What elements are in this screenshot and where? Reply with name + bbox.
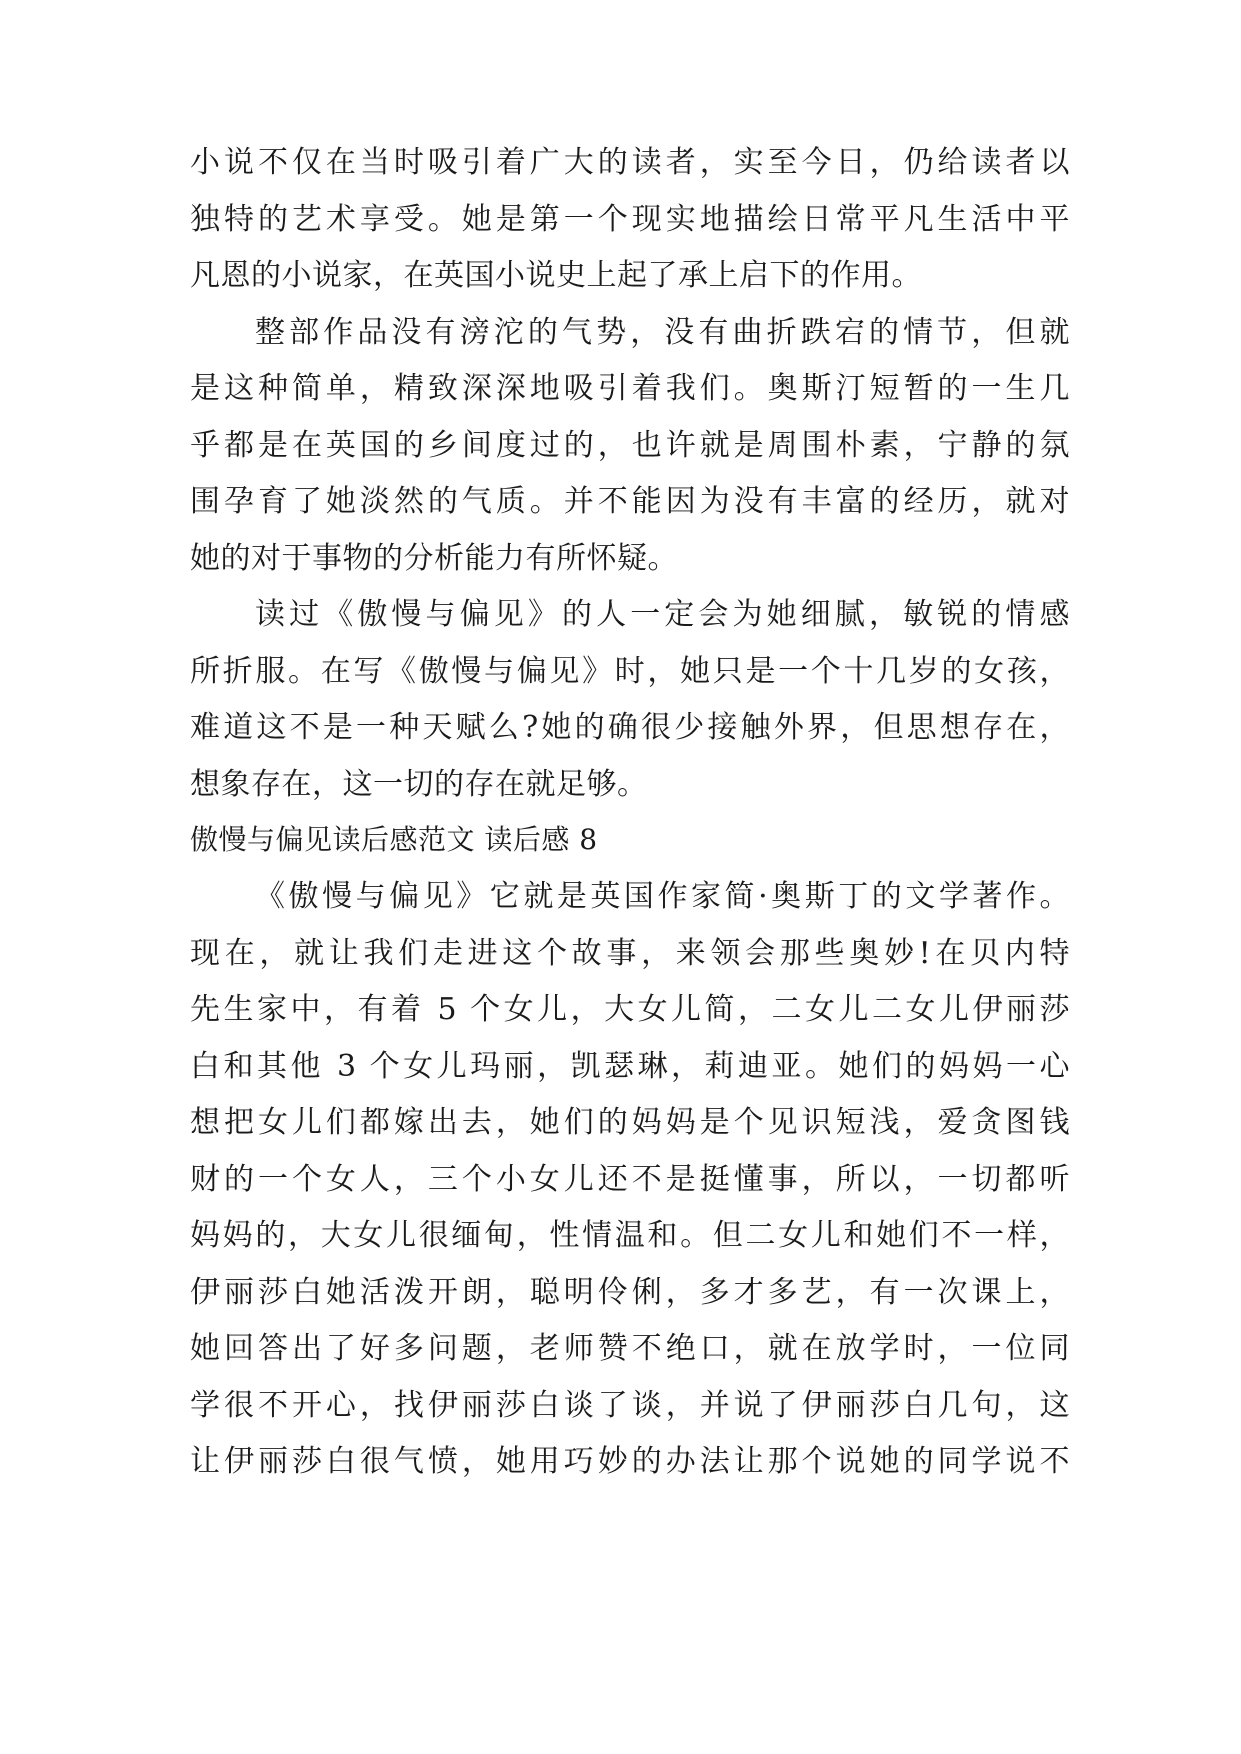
paragraph-line: 整部作品没有滂沱的气势，没有曲折跌宕的情节，但就 xyxy=(255,315,1070,350)
paragraph-line: 《傲慢与偏见》它就是英国作家简·奥斯丁的文学著作。 xyxy=(255,879,1070,914)
paragraph-line: 所折服。在写《傲慢与偏见》时，她只是一个十几岁的女孩， xyxy=(190,654,1070,689)
section-heading: 傲慢与偏见读后感范文 读后感 8 xyxy=(190,823,598,856)
paragraph-line: 财的一个女人，三个小女儿还不是挺懂事，所以，一切都听 xyxy=(190,1162,1070,1197)
paragraph-line: 难道这不是一种天赋么?她的确很少接触外界，但思想存在， xyxy=(190,710,1070,745)
paragraph-line: 她回答出了好多问题，老师赞不绝口，就在放学时，一位同 xyxy=(190,1331,1070,1366)
paragraph-line: 妈妈的，大女儿很缅甸，性情温和。但二女儿和她们不一样， xyxy=(190,1218,1070,1253)
paragraph-line: 现在，就让我们走进这个故事，来领会那些奥妙!在贝内特 xyxy=(190,936,1070,971)
paragraph-line: 伊丽莎白她活泼开朗，聪明伶俐，多才多艺，有一次课上， xyxy=(190,1275,1070,1310)
paragraph-line: 想象存在，这一切的存在就足够。 xyxy=(190,767,648,802)
paragraph-line: 学很不开心，找伊丽莎白谈了谈，并说了伊丽莎白几句，这 xyxy=(190,1388,1070,1423)
paragraph-line: 读过《傲慢与偏见》的人一定会为她细腻，敏锐的情感 xyxy=(255,597,1070,632)
paragraph-line: 让伊丽莎白很气愤，她用巧妙的办法让那个说她的同学说不 xyxy=(190,1444,1070,1479)
paragraph-line: 先生家中，有着 5 个女儿，大女儿简，二女儿二女儿伊丽莎 xyxy=(190,992,1070,1027)
paragraph-line: 白和其他 3 个女儿玛丽，凯瑟琳，莉迪亚。她们的妈妈一心 xyxy=(190,1049,1070,1084)
paragraph-line: 凡恩的小说家，在英国小说史上起了承上启下的作用。 xyxy=(190,258,922,293)
paragraph-line: 小说不仅在当时吸引着广大的读者，实至今日，仍给读者以 xyxy=(190,145,1070,180)
paragraph-line: 独特的艺术享受。她是第一个现实地描绘日常平凡生活中平 xyxy=(190,202,1070,237)
paragraph-line: 是这种简单，精致深深地吸引着我们。奥斯汀短暂的一生几 xyxy=(190,371,1070,406)
paragraph-line: 她的对于事物的分析能力有所怀疑。 xyxy=(190,541,678,576)
paragraph-line: 围孕育了她淡然的气质。并不能因为没有丰富的经历，就对 xyxy=(190,484,1070,519)
paragraph-line: 乎都是在英国的乡间度过的，也许就是周围朴素，宁静的氛 xyxy=(190,428,1070,463)
paragraph-line: 想把女儿们都嫁出去，她们的妈妈是个见识短浅，爱贪图钱 xyxy=(190,1105,1070,1140)
